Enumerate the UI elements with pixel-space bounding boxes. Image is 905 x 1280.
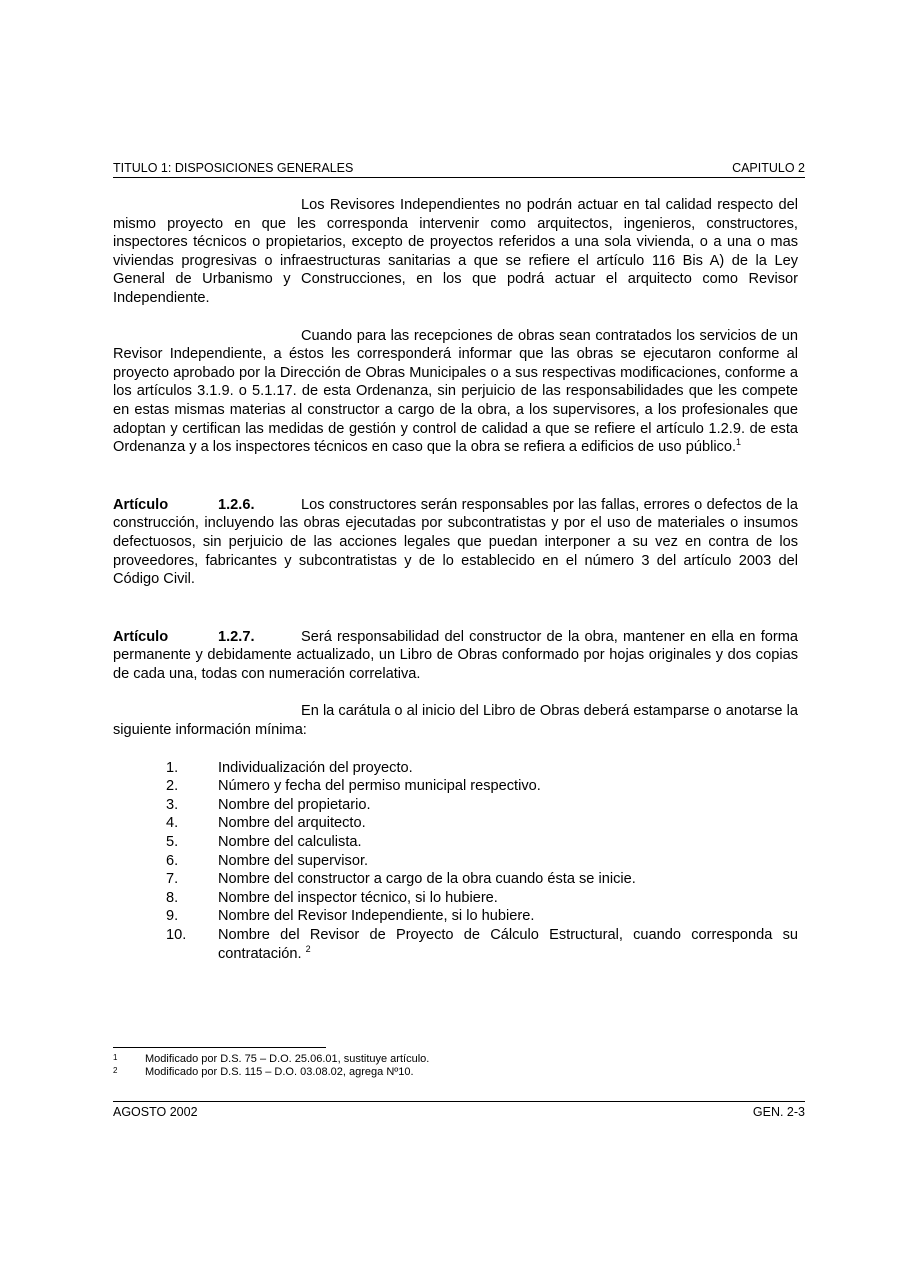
running-footer xyxy=(113,1101,805,1119)
list-item xyxy=(113,833,798,852)
footnote-divider xyxy=(113,1047,326,1048)
list-text: Nombre del constructor a cargo de la obra cuando ésta se inicie. xyxy=(218,871,636,888)
footnote-mark: 2 xyxy=(113,1066,118,1075)
list-number: 8. xyxy=(166,889,179,906)
list-item xyxy=(113,870,798,889)
footnote-text: Modificado por D.S. 75 – D.O. 25.06.01, sustituye artículo. xyxy=(145,1053,430,1065)
paragraph-revisores: Los Revisores Independientes no podrán actuar en tal calidad respecto del mismo proyecto en que les corresponda intervenir como arquitectos, ingenieros, constructores, inspectores técnicos o propietarios, excepto de proyectos referidos a una sola vivienda, o a una o mas viviendas progresivas o infraestructuras sanitarias a que se refiere el artículo 116 Bis A) de la Ley General de Urbanismo y Construcciones, en los que podrá actuar el arquitecto como Revisor Independiente. xyxy=(113,197,798,306)
paragraph-caratula: En la carátula o al inicio del Libro de Obras deberá estamparse o anotarse la siguiente información mínima: xyxy=(113,703,798,739)
footnote-2 xyxy=(113,1066,798,1079)
list-number: 10. xyxy=(166,927,187,943)
article-label: Artículo xyxy=(113,496,169,513)
article-1-2-7 xyxy=(113,628,798,684)
footnote-1 xyxy=(113,1053,798,1066)
article-label: Artículo xyxy=(113,628,169,645)
list-number: 7. xyxy=(166,871,179,888)
list-item xyxy=(113,852,798,871)
minimum-information-list xyxy=(113,759,798,964)
footnote-ref-1[interactable]: 1 xyxy=(736,437,742,448)
footnote-mark: 1 xyxy=(113,1053,118,1062)
article-text: Los constructores serán responsables por las fallas, errores o defectos de la construcción, incluyendo las obras ejecutadas por subcontratistas y por el uso de materiales o insumos defectuosos, sin perjuicio de las acciones legales que puedan interponer a su vez en contra de los proveedores, fabricantes y subcontratistas y de lo establecido en el número 3 del artículo 2003 del Código Civil. xyxy=(113,496,798,588)
article-number: 1.2.6. xyxy=(218,496,255,513)
list-number: 2. xyxy=(166,778,179,795)
list-item xyxy=(113,759,798,778)
list-text: Individualización del proyecto. xyxy=(218,759,413,776)
footer-date: AGOSTO 2002 xyxy=(113,1105,198,1119)
list-item xyxy=(113,814,798,833)
footnotes xyxy=(113,1053,798,1079)
list-text: Nombre del Revisor de Proyecto de Cálculo Estructural, cuando corresponda su contratación. xyxy=(218,927,798,962)
list-number: 9. xyxy=(166,908,179,925)
list-text: Nombre del arquitecto. xyxy=(218,815,366,832)
list-number: 5. xyxy=(166,834,179,851)
document-body xyxy=(113,196,798,963)
article-text: Será responsabilidad del constructor de la obra, mantener en ella en forma permanente y debidamente actualizado, un Libro de Obras conformado por hojas originales y dos copias de cada una, todas con numeración correlativa. xyxy=(113,628,798,682)
list-text: Nombre del calculista. xyxy=(218,834,362,851)
list-number: 3. xyxy=(166,796,179,813)
footnote-text: Modificado por D.S. 115 – D.O. 03.08.02, agrega Nº10. xyxy=(145,1066,414,1078)
paragraph-recepciones: Cuando para las recepciones de obras sean contratados los servicios de un Revisor Independiente, a éstos les corresponderá informar que las obras se ejecutaron conforme al proyecto aprobado por la Dirección de Obras Municipales o a sus respectivas modificaciones, conforme a los artículos 3.1.9. o 5.1.17. de esta Ordenanza, sin perjuicio de las responsabilidades que les compete en estas mismas materias al constructor a cargo de la obra, a los supervisores, a los profesionales que adoptan y certifican las medidas de gestión y control de calidad a que se refiere el artículo 1.2.9. de esta Ordenanza y a los inspectores técnicos en caso que la obra se refiera a edificios de uso público.$^1$ xyxy=(113,327,798,456)
article-number: 1.2.7. xyxy=(218,628,255,645)
running-header xyxy=(113,161,805,178)
list-item xyxy=(113,889,798,908)
article-1-2-6 xyxy=(113,496,798,589)
list-item xyxy=(113,926,798,963)
header-title: TITULO 1: DISPOSICIONES GENERALES xyxy=(113,161,354,175)
list-number: 1. xyxy=(166,759,179,776)
list-text: Nombre del Revisor Independiente, si lo hubiere. xyxy=(218,908,535,925)
list-text: Nombre del propietario. xyxy=(218,796,371,813)
list-text: Nombre del supervisor. xyxy=(218,852,369,869)
list-item xyxy=(113,777,798,796)
header-chapter: CAPITULO 2 xyxy=(732,161,805,175)
footnote-ref-2[interactable]: 2 xyxy=(305,943,311,954)
list-number: 6. xyxy=(166,852,179,869)
list-text: Nombre del inspector técnico, si lo hubiere. xyxy=(218,889,498,906)
list-item xyxy=(113,796,798,815)
list-text: Número y fecha del permiso municipal respectivo. xyxy=(218,778,541,795)
footer-page-number: GEN. 2-3 xyxy=(752,1105,805,1119)
list-item xyxy=(113,907,798,926)
list-number: 4. xyxy=(166,815,179,832)
